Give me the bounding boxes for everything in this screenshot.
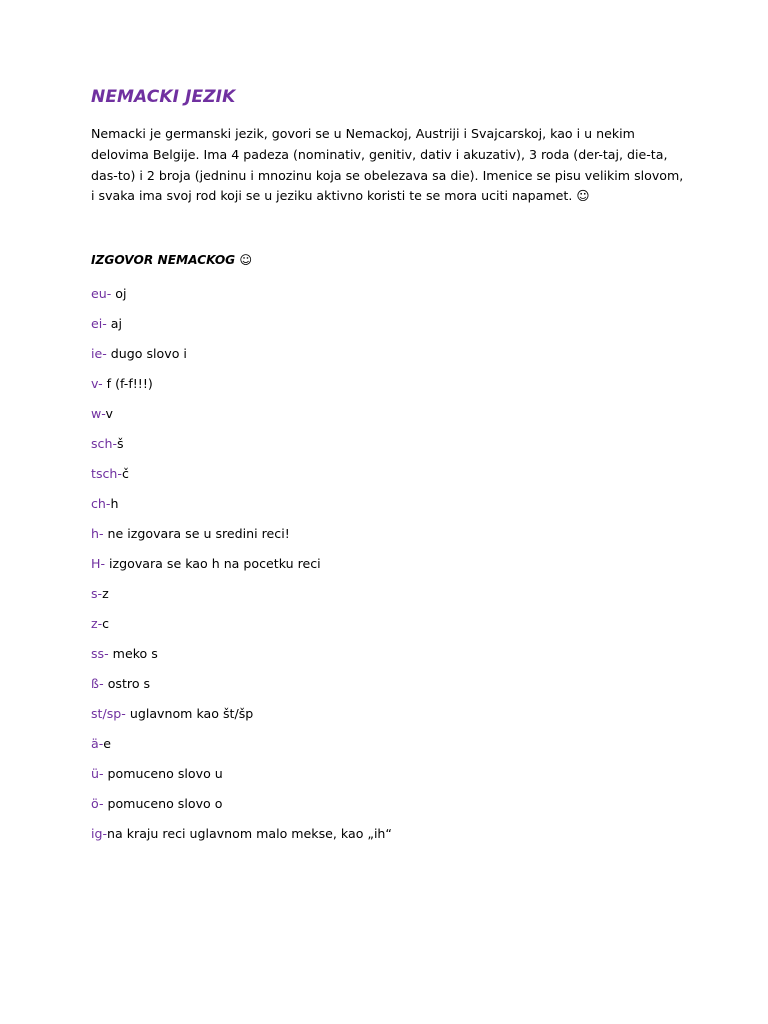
letter-key: z-: [91, 616, 103, 631]
letter-key: ig-: [91, 826, 108, 841]
intro-paragraph: [91, 124, 686, 207]
letter-description: ne izgovara se u sredini reci!: [103, 526, 290, 541]
letter-key: ch-: [91, 496, 111, 511]
letter-description: pomuceno slovo o: [103, 796, 223, 811]
pronunciation-list: [91, 284, 392, 854]
list-item: [91, 764, 392, 794]
pronunciation-heading: IZGOVOR NEMACKOG ☺: [91, 253, 253, 267]
letter-description: meko s: [108, 646, 158, 661]
letter-description: f (f-f!!!): [102, 376, 153, 391]
letter-description: č: [121, 466, 129, 481]
list-item: [91, 644, 392, 674]
list-item: [91, 674, 392, 704]
letter-description: na kraju reci uglavnom malo mekse, kao „ih“: [107, 826, 392, 841]
list-item: [91, 404, 392, 434]
intro-line: Nemacki je germanski jezik, govori se u Nemackoj, Austriji i Svajcarskoj, kao i u nekim: [91, 126, 635, 141]
letter-description: h: [110, 496, 119, 511]
letter-key: ä-: [91, 736, 104, 751]
letter-description: e: [103, 736, 112, 751]
list-item: [91, 374, 392, 404]
letter-key: h-: [91, 526, 104, 541]
list-item: [91, 734, 392, 764]
list-item: [91, 704, 392, 734]
list-item: [91, 584, 392, 614]
list-item: [91, 494, 392, 524]
letter-description: š: [117, 436, 124, 451]
letter-key: w-: [91, 406, 106, 421]
letter-key: tsch-: [91, 466, 122, 481]
list-item: [91, 524, 392, 554]
document-title: NEMACKI JEZIK: [91, 87, 236, 107]
list-item: [91, 314, 392, 344]
intro-line: delovima Belgije. Ima 4 padeza (nominativ, genitiv, dativ i akuzativ), 3 roda (der-taj, die-ta,: [91, 146, 668, 162]
list-item: [91, 794, 392, 824]
letter-key: v-: [91, 376, 103, 391]
letter-description: c: [102, 616, 110, 631]
intro-line: das-to) i 2 broja (jedninu i mnozinu koja se obelezava sa die). Imenice se pisu velikim slovom,: [91, 167, 684, 183]
letter-key: H-: [91, 556, 106, 571]
letter-key: st/sp-: [91, 706, 126, 721]
list-item: [91, 434, 392, 464]
letter-key: ü-: [91, 766, 104, 781]
letter-key: eu-: [91, 286, 112, 301]
intro-line: i svaka ima svoj rod koji se u jeziku aktivno koristi te se mora uciti napamet. ☺: [91, 188, 590, 204]
letter-key: ie-: [91, 346, 107, 361]
letter-description: uglavnom kao št/šp: [125, 706, 254, 721]
letter-key: ei-: [91, 316, 107, 331]
list-item: [91, 824, 392, 854]
letter-description: izgovara se kao h na pocetku reci: [105, 556, 321, 571]
letter-description: ostro s: [103, 676, 151, 691]
list-item: [91, 614, 392, 644]
letter-key: s-: [91, 586, 103, 601]
letter-key: ss-: [91, 646, 109, 661]
list-item: [91, 464, 392, 494]
list-item: [91, 554, 392, 584]
letter-description: pomuceno slovo u: [103, 766, 223, 781]
letter-description: z: [102, 586, 109, 601]
letter-key: sch-: [91, 436, 118, 451]
list-item: [91, 284, 392, 314]
list-item: [91, 344, 392, 374]
letter-description: v: [105, 406, 113, 421]
letter-description: aj: [106, 316, 123, 331]
letter-description: oj: [111, 286, 127, 301]
letter-key: ß-: [91, 676, 104, 691]
letter-key: ö-: [91, 796, 104, 811]
letter-description: dugo slovo i: [106, 346, 187, 361]
